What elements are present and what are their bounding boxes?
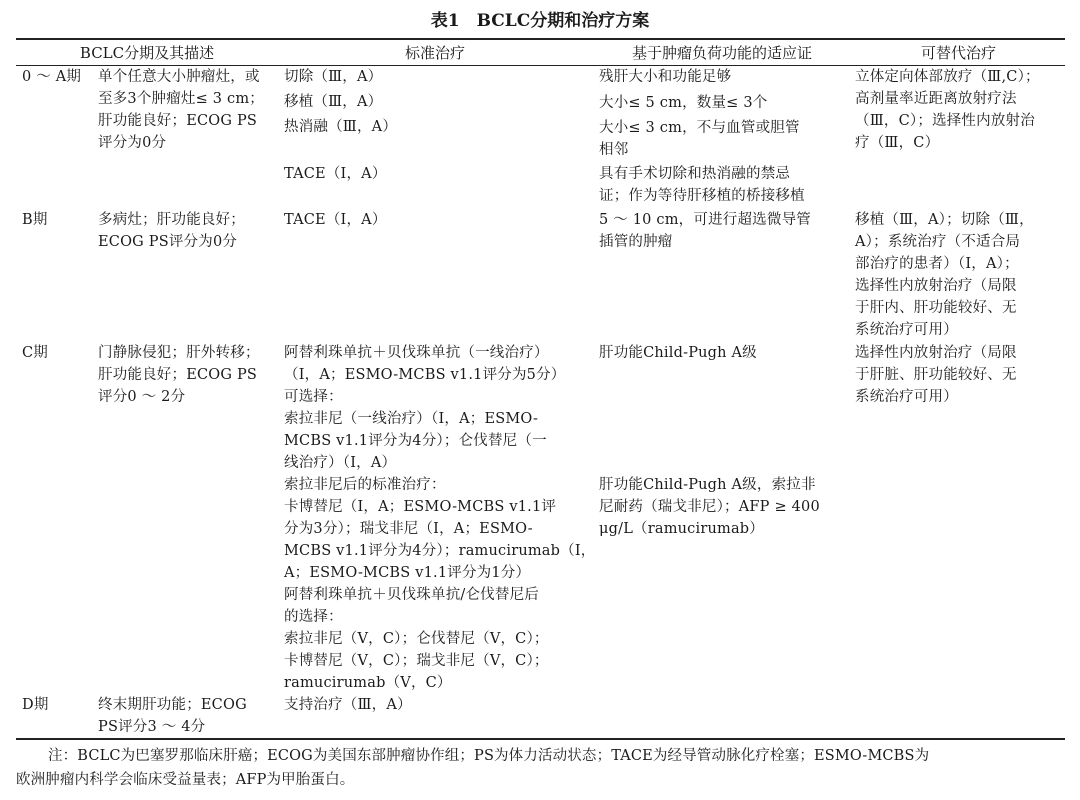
- table-footnote: 注：BCLC为巴塞罗那临床肝癌；ECOG为美国东部肿瘤协作组；PS为体力活动状态；TACE为经导管动脉化疗栓塞；ESMO-MCBS为 欧洲肿瘤内科学会临床受益量表；AFP为甲胎蛋白。: [16, 748, 930, 788]
- bottom-rule: [16, 738, 1065, 740]
- standard-treatment: TACE（Ⅰ，A）: [284, 166, 387, 182]
- indication: 5 ～ 10 cm，可进行超选微导管 插管的肿瘤: [599, 212, 811, 250]
- header-alternative-treatment: 可替代治疗: [920, 44, 996, 62]
- alternative-treatment: 移植（Ⅲ，A）；切除（Ⅲ， A）；系统治疗（不适合局 部治疗的患者）（Ⅰ，A）； 选择性内放射治疗（局限 于肝内、肝功能较好、无 系统治疗可用）: [855, 212, 1034, 338]
- stage-description: 终末期肝功能；ECOG PS评分3 ～ 4分: [98, 697, 247, 735]
- indication: 残肝大小和功能足够: [599, 69, 732, 85]
- header-standard-treatment: 标准治疗: [404, 44, 465, 62]
- stage-label: B期: [22, 212, 48, 228]
- stage-label: C期: [22, 345, 48, 361]
- stage-label: 0 ～ A期: [22, 69, 82, 85]
- standard-treatment: 索拉非尼后的标准治疗： 卡博替尼（Ⅰ，A；ESMO-MCBS v1.1评 分为3分）；瑞戈非尼（Ⅰ，A；ESMO- MCBS v1.1评分为4分）；ramucirumab（Ⅰ， A；ESMO-MCBS v1.1评分为1分） 阿替利珠单抗＋贝伐珠单抗/仑伐替尼后 的选择： 索拉非尼（Ⅴ，C）；仑伐替尼（Ⅴ，C）； 卡博替尼（Ⅴ，C）；瑞戈非尼（Ⅴ，C）； ramucirumab（Ⅴ，C）: [284, 477, 596, 691]
- indication: 大小≤ 3 cm，不与血管或胆管 相邻: [599, 120, 800, 158]
- indication: 肝功能Child-Pugh A级: [599, 345, 757, 361]
- standard-treatment: 阿替利珠单抗＋贝伐珠单抗（一线治疗） （Ⅰ，A；ESMO-MCBS v1.1评分为5分） 可选择： 索拉非尼（一线治疗）（Ⅰ，A；ESMO- MCBS v1.1评分为4分）；仑伐替尼（一 线治疗）（Ⅰ，A）: [284, 345, 566, 471]
- stage-label: D期: [22, 697, 49, 713]
- standard-treatment: 切除（Ⅲ，A） 移植（Ⅲ，A） 热消融（Ⅲ，A）: [284, 69, 398, 135]
- indication: 具有手术切除和热消融的禁忌 证；作为等待肝移植的桥接移植: [599, 166, 805, 204]
- alternative-treatment: 选择性内放射治疗（局限 于肝脏、肝功能较好、无 系统治疗可用）: [855, 345, 1017, 405]
- standard-treatment: 支持治疗（Ⅲ，A）: [284, 697, 412, 713]
- stage-description: 多病灶；肝功能良好； ECOG PS评分为0分: [98, 212, 245, 250]
- stage-description: 单个任意大小肿瘤灶，或 至多3个肿瘤灶≤ 3 cm； 肝功能良好；ECOG PS 评分为0分: [98, 69, 264, 151]
- alternative-treatment: 立体定向体部放疗（Ⅲ,C）； 高剂量率近距离放射疗法 （Ⅲ，C）；选择性内放射治 疗（Ⅲ，C）: [855, 69, 1040, 151]
- standard-treatment: TACE（Ⅰ，A）: [284, 212, 387, 228]
- table-title: 表1 BCLC分期和治疗方案: [430, 11, 650, 31]
- header-indication: 基于肿瘤负荷功能的适应证: [631, 44, 812, 62]
- indication: 大小≤ 5 cm，数量≤ 3个: [599, 95, 768, 111]
- top-rule: [16, 38, 1065, 40]
- stage-description: 门静脉侵犯；肝外转移； 肝功能良好；ECOG PS 评分0 ～ 2分: [98, 345, 260, 405]
- header-stage-description: BCLC分期及其描述: [79, 44, 215, 62]
- indication: 肝功能Child-Pugh A级，索拉非 尼耐药（瑞戈非尼）；AFP ≥ 400 μg/L（ramucirumab）: [599, 477, 820, 537]
